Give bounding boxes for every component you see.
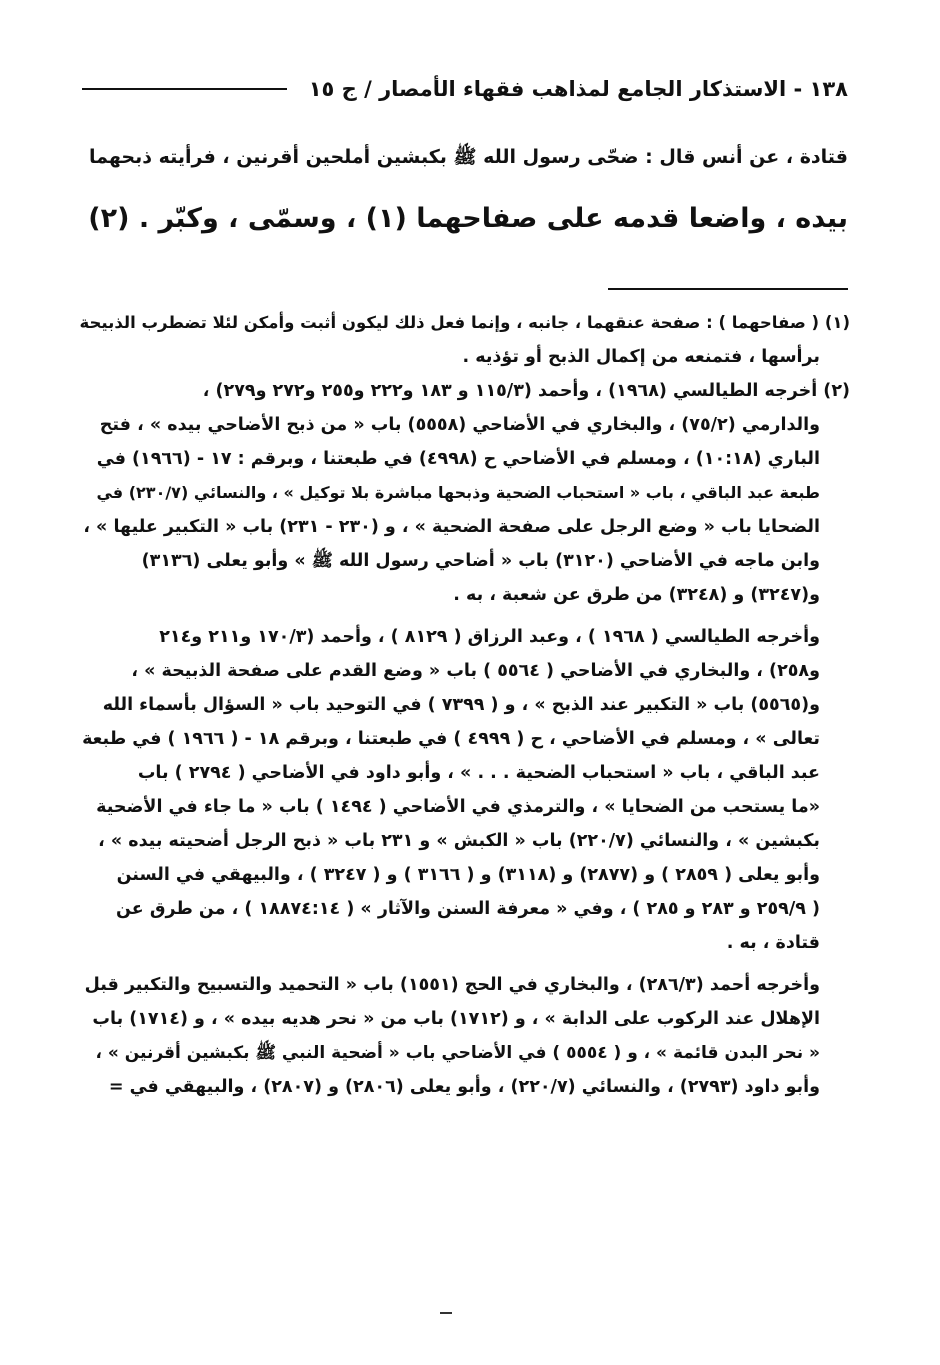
main-text-line: قتادة ، عن أنس قال : ضحّى رسول الله ﷺ بكبشين أملحين أقرنين ، فرأيته ذبحهما — [88, 146, 848, 168]
footnote-line: و٢٥٨) ، والبخاري في الأضاحي ( ٥٥٦٤ ) باب « وضع القدم على صفحة الذبيحة » ، — [131, 661, 820, 681]
footnotes — [78, 306, 850, 1104]
footnote-line: وأبو يعلى ( ٢٨٥٩ ) و (٢٨٧٧) و (٣١١٨) و ( ٣١٦٦ ) و ( ٣٢٤٧ ) ، والبيهقي في السنن — [116, 865, 820, 885]
footnote-line: وأخرجه أحمد (٢٨٦/٣) ، والبخاري في الحج (١٥٥١) باب « التحميد والتسبيح والتكبير قبل — [84, 975, 820, 995]
footnote-line: برأسها ، فتمنعه من إكمال الذبح أو تؤذيه . — [462, 347, 820, 367]
page-bottom-mark — [440, 1312, 452, 1314]
running-head: ١٣٨ - الاستذكار الجامع لمذاهب فقهاء الأمصار / ج ١٥ — [308, 77, 848, 101]
footnote-line: الإهلال عند الركوب على الدابة » ، و (١٧١٢) باب من « نحر هديه بيده » ، و (١٧١٤) باب — [92, 1009, 820, 1029]
footnote-line: و(٥٥٦٥) باب « التكبير عند الذبح » ، و ( ٧٣٩٩ ) في التوحيد باب « السؤال بأسماء الله — [102, 695, 820, 715]
paragraph-gap — [78, 612, 850, 620]
footnote-line: وأخرجه الطيالسي ( ١٩٦٨ ) ، وعبد الرزاق ( ٨١٢٩ ) ، وأحمد (١٧٠/٣ و٢١١ و٢١٤ — [159, 627, 820, 647]
footnote-line: الباري (١٠:١٨) ، ومسلم في الأضاحي ح (٤٩٩٨) في طبعتنا ، وبرقم : ١٧ - (١٩٦٦) في — [96, 449, 820, 469]
footnote-line: ( ٢٥٩/٩ و ٢٨٣ و ٢٨٥ ) ، وفي « معرفة السنن والآثار » ( ١٨٨٧٤:١٤ ) ، من طرق عن — [116, 899, 820, 919]
main-text — [70, 126, 848, 250]
footnote-line: بكبشين » ، والنسائي (٢٢٠/٧) باب « الكبش » و ٢٣١ باب « ذبح الرجل أضحيته بيده » ، — [98, 831, 820, 851]
footnote-line: طبعة عبد الباقي ، باب « استحباب الضحية وذبحها مباشرة بلا توكيل » ، والنسائي (٢٣٠/٧) في — [96, 483, 820, 502]
footnote-separator — [608, 288, 848, 290]
footnote-line: (١) ( صفاحهما ) : صفحة عنقهما ، جانبه ، وإنما فعل ذلك ليكون أثبت وأمكن لئلا تضطرب الذبيحة — [79, 313, 850, 332]
footnote-line: «ما يستحب من الضحايا » ، والترمذي في الأضاحي ( ١٤٩٤ ) باب « ما جاء في الأضحية — [96, 797, 820, 817]
footnote-line: عبد الباقي ، باب « استحباب الضحية . . . » ، وأبو داود في الأضاحي ( ٢٧٩٤ ) باب — [137, 763, 820, 783]
footnote-line: وابن ماجه في الأضاحي (٣١٢٠) باب « أضاحي رسول الله ﷺ » وأبو يعلى (٣١٣٦) — [141, 551, 820, 571]
main-text-line: بيده ، واضعا قدمه على صفاحهما (١) ، وسمّى ، وكبّر . (٢) — [88, 203, 848, 234]
footnote-line: وأبو داود (٢٧٩٣) ، والنسائي (٢٢٠/٧) ، وأبو يعلى (٢٨٠٦) و (٢٨٠٧) ، والبيهقي في = — [108, 1077, 820, 1097]
paragraph-gap — [78, 960, 850, 968]
page-header — [80, 64, 848, 114]
footnote-line: (٢) أخرجه الطيالسي (١٩٦٨) ، وأحمد (١١٥/٣ و ١٨٣ و٢٢٢ و٢٥٥ و٢٧٢ و٢٧٩) ، — [202, 381, 850, 401]
footnote-line: قتادة ، به . — [726, 933, 820, 953]
footnote-line: و(٣٢٤٧) و (٣٢٤٨) من طرق عن شعبة ، به . — [453, 585, 820, 605]
header-rule — [82, 88, 287, 90]
footnote-line: « نحر البدن قائمة » ، و ( ٥٥٥٤ ) في الأضاحي باب « أضحية النبي ﷺ بكبشين أقرنين » ، — [95, 1043, 820, 1063]
footnote-line: والدارمي (٧٥/٢) ، والبخاري في الأضاحي (٥٥٥٨) باب « من ذبح الأضاحي بيده » ، فتح — [99, 415, 820, 435]
footnote-line: تعالى » ، ومسلم في الأضاحي ، ح ( ٤٩٩٩ ) في طبعتنا ، وبرقم ١٨ - ( ١٩٦٦ ) في طبعة — [82, 729, 820, 749]
footnote-line: الضحايا باب « وضع الرجل على صفحة الضحية » ، و (٢٣٠ - ٢٣١) باب « التكبير عليها » ، — [83, 517, 820, 537]
